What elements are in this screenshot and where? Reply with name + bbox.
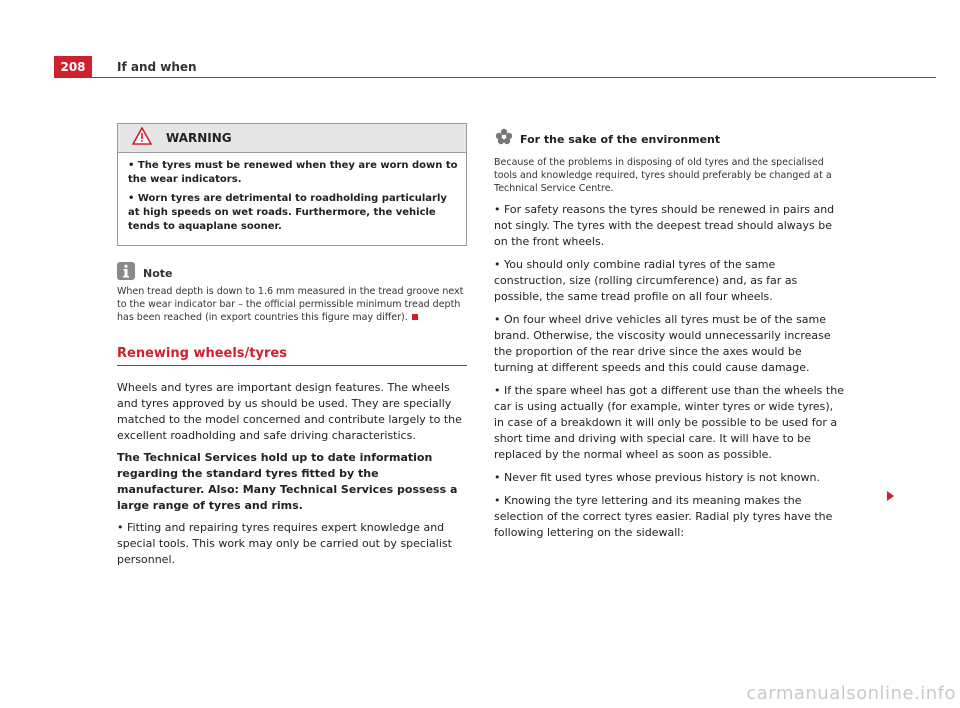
section-title: Renewing wheels/tyres	[117, 346, 467, 366]
body-paragraph: • Never fit used tyres whose previous history is not known.	[494, 471, 820, 484]
note-text	[117, 285, 467, 324]
continue-arrow-icon	[887, 491, 894, 501]
body-paragraph-bold: The Technical Services hold up to date information regarding the standard tyres fitted by the manufacturer. Also: Many Technical Services possess a large range of tyres and rims.	[117, 451, 458, 512]
warning-item: • The tyres must be renewed when they are worn down to the wear indicators.	[128, 160, 458, 185]
body-paragraph: Wheels and tyres are important design features. The wheels and tyres approved by us should be used. They are specially matched to the model concerned and contribute largely to the excellent roadholding and safe driving characteristics.	[117, 381, 462, 442]
warning-title: WARNING	[166, 131, 232, 145]
note-text-content: When tread depth is down to 1.6 mm measured in the tread groove next to the wear indicator bar – the official permissible minimum tread depth has been reached (in export countries this figure may differ).	[117, 286, 464, 323]
body-paragraph: • Knowing the tyre lettering and its meaning makes the selection of the correct tyres easier. Radial ply tyres have the following lettering on the sidewall:	[494, 494, 833, 539]
warning-triangle-icon	[132, 127, 152, 149]
warning-header	[118, 124, 466, 153]
note-title: Note	[143, 267, 173, 280]
warning-body	[118, 153, 466, 245]
body-paragraph: • For safety reasons the tyres should be renewed in pairs and not singly. The tyres with the deepest tread should always be on the front wheels.	[494, 203, 835, 248]
chapter-title: If and when	[117, 60, 197, 74]
header-rule	[92, 77, 936, 78]
warning-box	[117, 123, 467, 246]
body-paragraph: • On four wheel drive vehicles all tyres must be of the same brand. Otherwise, the viscosity would unnecessarily increase the proportion of the rear drive since the axes would be turning at different speeds and this could cause damage.	[494, 313, 831, 374]
body-paragraph: • You should only combine radial tyres of the same construction, size (rolling circumference) and, as far as possible, the same tread profile on all four wheels.	[494, 258, 798, 303]
environment-header	[494, 128, 844, 150]
info-icon	[117, 262, 135, 280]
end-marker-icon	[412, 314, 418, 320]
environment-flower-icon	[494, 128, 514, 150]
body-paragraph: • Fitting and repairing tyres requires expert knowledge and special tools. This work may only be carried out by specialist personnel.	[117, 521, 452, 566]
watermark: carmanualsonline.info	[746, 683, 956, 704]
environment-title: For the sake of the environment	[520, 132, 721, 146]
warning-item: • Worn tyres are detrimental to roadholding particularly at high speeds on wet roads. Furthermore, the vehicle tends to aquaplane sooner.	[128, 193, 447, 232]
note-header	[117, 262, 467, 280]
right-column	[494, 128, 844, 541]
environment-text: Because of the problems in disposing of old tyres and the specialised tools and knowledge required, tyres should preferably be changed at a Technical Service Centre.	[494, 157, 832, 194]
page-number: 208	[54, 56, 92, 78]
left-column	[117, 123, 467, 568]
body-paragraph: • If the spare wheel has got a different use than the wheels the car is using actually (for example, winter tyres or wide tyres), in case of a breakdown it will only be possible to be used for a short time and driving with special care. It will have to be replaced by the normal wheel as soon as possible.	[494, 384, 844, 461]
